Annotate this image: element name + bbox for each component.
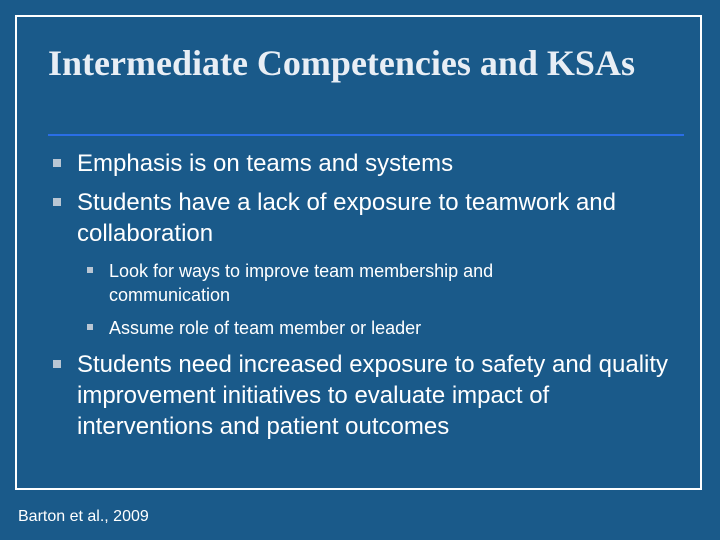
title-divider xyxy=(48,134,684,136)
slide-title: Intermediate Competencies and KSAs xyxy=(48,43,635,83)
square-bullet-icon xyxy=(87,324,93,330)
bullet-item-3 xyxy=(77,349,682,442)
sub-bullet-item-1 xyxy=(109,259,609,307)
square-bullet-icon xyxy=(87,267,93,273)
citation: Barton et al., 2009 xyxy=(18,508,149,525)
square-bullet-icon xyxy=(53,360,61,368)
bullet-text-1: Emphasis is on teams and systems xyxy=(77,150,454,177)
bullet-item-1 xyxy=(77,148,677,179)
sub-bullet-text-2: Assume role of team member or leader xyxy=(109,318,422,338)
bullet-item-2 xyxy=(77,187,647,249)
square-bullet-icon xyxy=(53,159,61,167)
sub-bullet-text-1: Look for ways to improve team membership and communication xyxy=(109,261,494,305)
square-bullet-icon xyxy=(53,198,61,206)
bullet-text-2: Students have a lack of exposure to teamwork and collaboration xyxy=(77,189,616,247)
bullet-text-3: Students need increased exposure to safety and quality improvement initiatives to evaluate impact of interventions and patient outcomes xyxy=(77,351,669,440)
sub-bullet-item-2 xyxy=(109,316,609,340)
